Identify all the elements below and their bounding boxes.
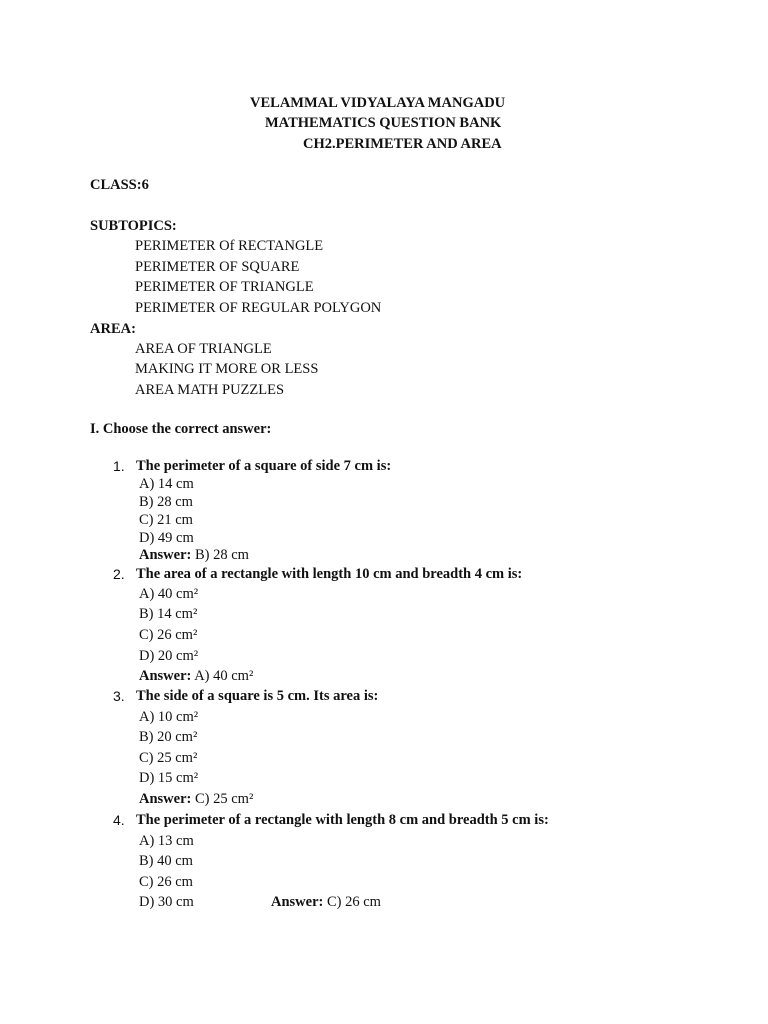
answer-label: Answer:: [271, 894, 324, 910]
option-a: A) 40 cm²: [139, 586, 199, 602]
class-label: CLASS:6: [90, 177, 149, 193]
answer-value: B) 28 cm: [194, 547, 249, 563]
option-b: B) 20 cm²: [139, 729, 198, 745]
option-d: D) 15 cm²: [139, 770, 199, 786]
question-number: 4.: [113, 812, 125, 828]
question-text: The area of a rectangle with length 10 cm and breadth 4 cm is:: [136, 566, 523, 582]
subtopic-item: PERIMETER OF SQUARE: [135, 259, 300, 275]
subtopic-item: PERIMETER OF TRIANGLE: [135, 279, 314, 295]
option-d: D) 20 cm²: [139, 648, 199, 664]
answer-line: [139, 669, 253, 684]
option-c: C) 26 cm²: [139, 627, 198, 643]
answer-label: Answer:: [139, 668, 192, 684]
question-text: The perimeter of a rectangle with length 8 cm and breadth 5 cm is:: [136, 812, 549, 828]
school-name: VELAMMAL VIDYALAYA MANGADU: [250, 95, 506, 111]
option-a: A) 14 cm: [139, 476, 194, 492]
question-number: 3.: [113, 688, 125, 704]
answer-label: Answer:: [139, 547, 192, 563]
question-number: 1.: [113, 458, 125, 474]
chapter-title: CH2.PERIMETER AND AREA: [303, 136, 502, 152]
option-c: C) 25 cm²: [139, 750, 198, 766]
answer-label: Answer:: [139, 791, 192, 807]
answer-value: A) 40 cm²: [194, 668, 254, 684]
option-a: A) 10 cm²: [139, 709, 199, 725]
subtopic-item: PERIMETER Of RECTANGLE: [135, 238, 324, 254]
answer-value: C) 26 cm: [326, 894, 381, 910]
area-topic-item: AREA OF TRIANGLE: [135, 341, 272, 357]
subtopics-label: SUBTOPICS:: [90, 218, 177, 234]
area-topic-item: AREA MATH PUZZLES: [135, 382, 285, 398]
option-b: B) 40 cm: [139, 853, 193, 869]
section-title: I. Choose the correct answer:: [90, 421, 272, 437]
answer-line: [271, 895, 381, 910]
question-bank-title: MATHEMATICS QUESTION BANK: [265, 115, 502, 131]
area-topic-item: MAKING IT MORE OR LESS: [135, 361, 319, 377]
answer-value: C) 25 cm²: [194, 791, 254, 807]
answer-line: [139, 792, 253, 807]
option-b: B) 14 cm²: [139, 606, 198, 622]
question-text: The perimeter of a square of side 7 cm is:: [136, 458, 392, 474]
subtopic-item: PERIMETER OF REGULAR POLYGON: [135, 300, 382, 316]
option-a: A) 13 cm: [139, 833, 194, 849]
answer-line: [139, 548, 249, 563]
option-b: B) 28 cm: [139, 494, 193, 510]
area-label: AREA:: [90, 321, 136, 337]
question-text: The side of a square is 5 cm. Its area is:: [136, 688, 379, 704]
option-c: C) 21 cm: [139, 512, 193, 528]
option-c: C) 26 cm: [139, 874, 193, 890]
question-number: 2.: [113, 566, 125, 582]
option-d: D) 30 cm: [139, 894, 194, 910]
option-d: D) 49 cm: [139, 530, 194, 546]
